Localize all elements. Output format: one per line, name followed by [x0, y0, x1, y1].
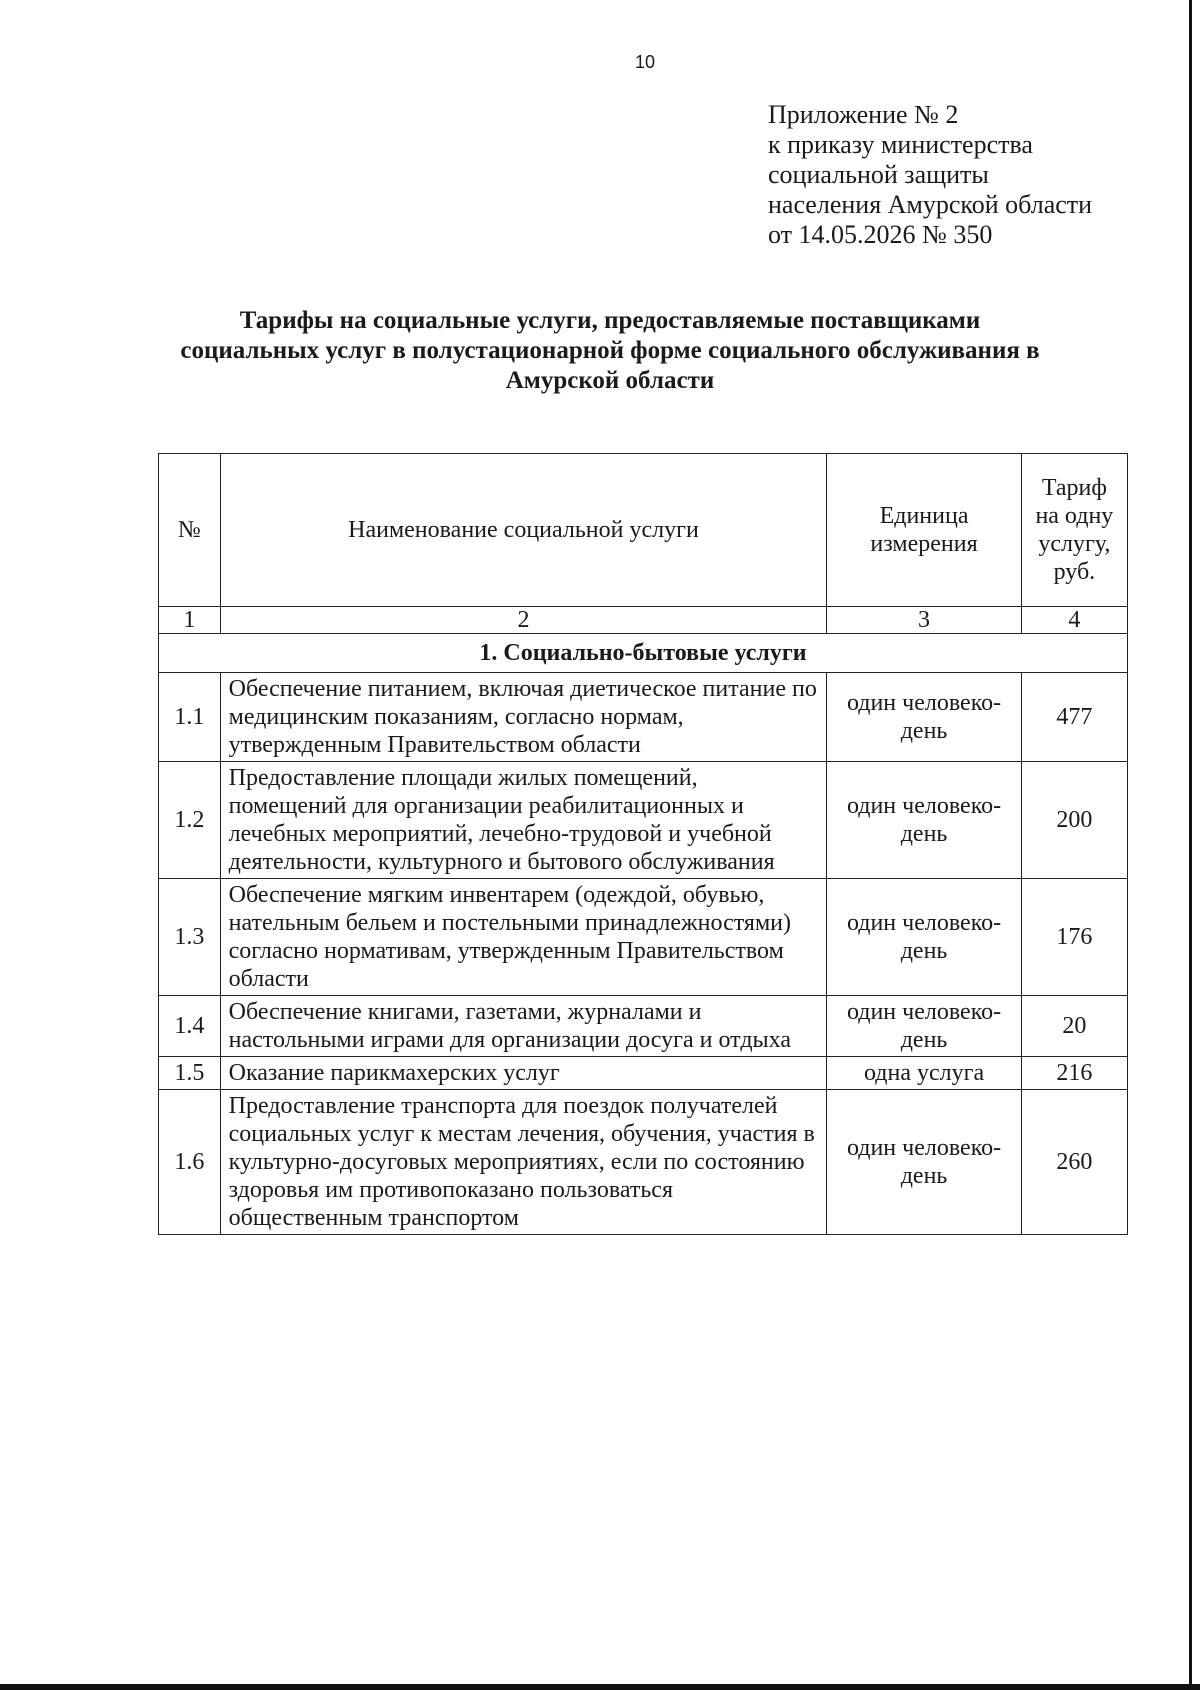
tariff-value: 176 — [1021, 879, 1127, 996]
service-name: Обеспечение мягким инвентарем (одеждой, обувью, нательным бельем и постельными принадлежностями) согласно нормативам, утвержденным Правительством области — [220, 879, 827, 996]
column-number-row — [159, 607, 1128, 634]
tariff-value: 216 — [1021, 1057, 1127, 1090]
service-name: Обеспечение книгами, газетами, журналами и настольными играми для организации досуга и отдыха — [220, 996, 827, 1057]
unit-of-measure: одна услуга — [827, 1057, 1021, 1090]
service-name: Предоставление транспорта для поездок получателей социальных услуг к местам лечения, обучения, участия в культурно-досуговых мероприятиях, если по состоянию здоровья им противопоказано пользоваться общественным транспортом — [220, 1090, 827, 1235]
tariff-value: 260 — [1021, 1090, 1127, 1235]
appendix-line: Приложение № 2 — [768, 100, 959, 129]
unit-of-measure: один человеко-день — [827, 1090, 1021, 1235]
column-number: 4 — [1021, 607, 1127, 634]
row-number: 1.5 — [159, 1057, 221, 1090]
tariff-value: 20 — [1021, 996, 1127, 1057]
header-row — [159, 454, 1128, 607]
unit-of-measure: один человеко-день — [827, 762, 1021, 879]
header-unit: Единица измерения — [827, 454, 1021, 607]
table-row — [159, 1057, 1128, 1090]
title-line: социальных услуг в полустационарной форме социального обслуживания в — [180, 337, 1040, 364]
unit-of-measure: один человеко-день — [827, 996, 1021, 1057]
row-number: 1.4 — [159, 996, 221, 1057]
section-title: 1. Социально-бытовые услуги — [159, 634, 1128, 673]
appendix-line: к приказу министерства — [768, 130, 1033, 159]
unit-of-measure: один человеко-день — [827, 673, 1021, 762]
header-tariff: Тариф на одну услугу, руб. — [1021, 454, 1127, 607]
row-number: 1.2 — [159, 762, 221, 879]
service-name: Оказание парикмахерских услуг — [220, 1057, 827, 1090]
page-number: 10 — [634, 52, 656, 72]
header-name: Наименование социальной услуги — [220, 454, 827, 607]
table-row — [159, 673, 1128, 762]
service-name: Обеспечение питанием, включая диетическое питание по медицинским показаниям, согласно нормам, утвержденным Правительством области — [220, 673, 827, 762]
column-number: 2 — [220, 607, 827, 634]
column-number: 3 — [827, 607, 1021, 634]
row-number: 1.6 — [159, 1090, 221, 1235]
tariff-value: 477 — [1021, 673, 1127, 762]
tariff-value: 200 — [1021, 762, 1127, 879]
appendix-line: от 14.05.2026 № 350 — [768, 220, 993, 249]
header-no: № — [159, 454, 221, 607]
column-number: 1 — [159, 607, 221, 634]
tariff-table — [158, 453, 1128, 1235]
unit-of-measure: один человеко-день — [827, 879, 1021, 996]
section-row — [159, 634, 1128, 673]
document-title — [130, 306, 1090, 396]
row-number: 1.3 — [159, 879, 221, 996]
row-number: 1.1 — [159, 673, 221, 762]
table-row — [159, 1090, 1128, 1235]
table-row — [159, 996, 1128, 1057]
scan-border-right — [1189, 0, 1192, 1690]
appendix-note — [768, 100, 1092, 250]
title-line: Амурской области — [505, 367, 715, 394]
service-name: Предоставление площади жилых помещений, помещений для организации реабилитационных и лечебных мероприятий, лечебно-трудовой и учебной деятельности, культурного и бытового обслуживания — [220, 762, 827, 879]
title-line: Тарифы на социальные услуги, предоставляемые поставщиками — [239, 307, 981, 334]
scan-border-bottom — [0, 1684, 1200, 1690]
appendix-line: социальной защиты — [768, 160, 989, 189]
table-row — [159, 879, 1128, 996]
table-row — [159, 762, 1128, 879]
appendix-line: населения Амурской области — [768, 190, 1093, 219]
